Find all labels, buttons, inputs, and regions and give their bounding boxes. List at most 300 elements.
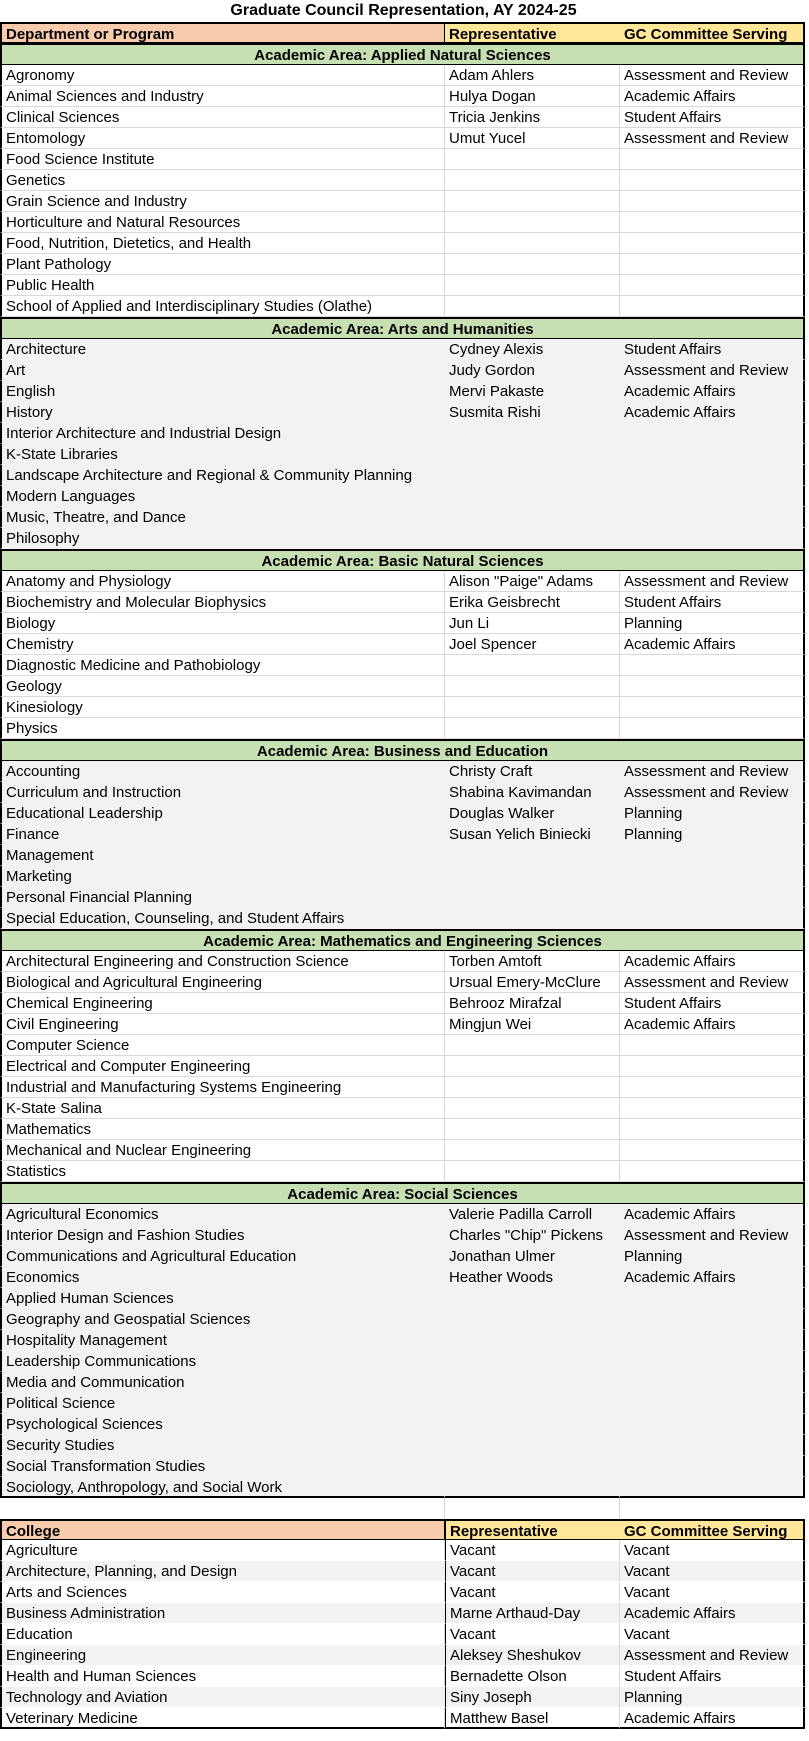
header-college-committee[interactable]: GC Committee Serving (620, 1519, 805, 1540)
representative-cell[interactable] (445, 1119, 620, 1140)
department-cell[interactable]: Horticulture and Natural Resources (0, 212, 445, 233)
committee-cell[interactable]: Assessment and Review (620, 972, 805, 993)
representative-cell[interactable] (445, 1372, 620, 1393)
committee-cell[interactable] (620, 1456, 805, 1477)
table-row (0, 1014, 807, 1035)
representative-cell[interactable] (445, 655, 620, 676)
representative-cell[interactable]: Adam Ahlers (445, 65, 620, 86)
representative-cell[interactable] (445, 908, 620, 929)
header-college-representative[interactable]: Representative (445, 1519, 620, 1540)
committee-cell[interactable] (620, 1372, 805, 1393)
department-cell[interactable]: Statistics (0, 1161, 445, 1182)
representative-cell[interactable]: Tricia Jenkins (445, 107, 620, 128)
representative-cell[interactable] (445, 887, 620, 908)
college-row (0, 1561, 807, 1582)
department-cell[interactable]: Leadership Communications (0, 1351, 445, 1372)
table-row (0, 149, 807, 170)
committee-cell[interactable]: Academic Affairs (620, 402, 805, 423)
committee-cell[interactable] (620, 170, 805, 191)
committee-cell[interactable] (620, 697, 805, 718)
department-cell[interactable]: Food, Nutrition, Dietetics, and Health (0, 233, 445, 254)
department-cell[interactable]: Hospitality Management (0, 1330, 445, 1351)
department-cell[interactable]: Plant Pathology (0, 254, 445, 275)
header-college[interactable]: College (0, 1519, 445, 1540)
committee-cell[interactable] (620, 1140, 805, 1161)
table-row (0, 951, 807, 972)
committee-cell[interactable]: Academic Affairs (620, 1014, 805, 1035)
table-row (0, 1098, 807, 1119)
department-cell[interactable]: History (0, 402, 445, 423)
area-header-row (0, 317, 807, 339)
representative-cell[interactable]: Mingjun Wei (445, 1014, 620, 1035)
representative-cell[interactable] (445, 1309, 620, 1330)
table-row (0, 782, 807, 803)
department-cell[interactable]: Diagnostic Medicine and Pathobiology (0, 655, 445, 676)
table-row (0, 676, 807, 697)
representative-cell[interactable] (445, 296, 620, 317)
college-committee-cell[interactable]: Vacant (620, 1540, 805, 1561)
department-cell[interactable]: Modern Languages (0, 486, 445, 507)
representative-cell[interactable] (445, 1161, 620, 1182)
table-row (0, 1435, 807, 1456)
representative-cell[interactable] (445, 1056, 620, 1077)
representative-cell[interactable]: Christy Craft (445, 761, 620, 782)
college-row (0, 1666, 807, 1687)
table-row (0, 360, 807, 381)
committee-cell[interactable]: Assessment and Review (620, 761, 805, 782)
table-row (0, 824, 807, 845)
representative-cell[interactable] (445, 254, 620, 275)
table-row (0, 170, 807, 191)
department-cell[interactable]: Applied Human Sciences (0, 1288, 445, 1309)
representative-cell[interactable] (445, 1414, 620, 1435)
area-header-row (0, 43, 807, 65)
representative-cell[interactable]: Susan Yelich Biniecki (445, 824, 620, 845)
department-cell[interactable]: Economics (0, 1267, 445, 1288)
department-cell[interactable]: Political Science (0, 1393, 445, 1414)
committee-cell[interactable] (620, 423, 805, 444)
college-committee-cell[interactable]: Academic Affairs (620, 1603, 805, 1624)
representative-cell[interactable]: Cydney Alexis (445, 339, 620, 360)
representative-cell[interactable]: Joel Spencer (445, 634, 620, 655)
representative-cell[interactable]: Alison "Paige" Adams (445, 571, 620, 592)
committee-cell[interactable] (620, 866, 805, 887)
area-header[interactable]: Academic Area: Business and Education (0, 739, 805, 761)
representative-cell[interactable] (445, 528, 620, 549)
representative-cell[interactable]: Valerie Padilla Carroll (445, 1204, 620, 1225)
department-cell[interactable]: Special Education, Counseling, and Student Affairs (0, 908, 445, 929)
table-row (0, 592, 807, 613)
department-cell[interactable]: Clinical Sciences (0, 107, 445, 128)
college-cell[interactable]: Agriculture (0, 1540, 445, 1561)
college-committee-cell[interactable]: Assessment and Review (620, 1645, 805, 1666)
table-row (0, 845, 807, 866)
representative-cell[interactable]: Jun Li (445, 613, 620, 634)
college-cell[interactable]: Engineering (0, 1645, 445, 1666)
representative-cell[interactable] (445, 1330, 620, 1351)
college-representative-cell[interactable]: Marne Arthaud-Day (445, 1603, 620, 1624)
table-row (0, 1119, 807, 1140)
department-cell[interactable]: Philosophy (0, 528, 445, 549)
header-department[interactable]: Department or Program (0, 22, 445, 43)
committee-cell[interactable] (620, 908, 805, 929)
table-row (0, 444, 807, 465)
table-row (0, 254, 807, 275)
department-cell[interactable]: Art (0, 360, 445, 381)
table-row (0, 887, 807, 908)
department-cell[interactable]: Agricultural Economics (0, 1204, 445, 1225)
college-cell[interactable]: Business Administration (0, 1603, 445, 1624)
representative-cell[interactable]: Behrooz Mirafzal (445, 993, 620, 1014)
committee-cell[interactable] (620, 486, 805, 507)
department-cell[interactable]: Accounting (0, 761, 445, 782)
committee-cell[interactable] (620, 1098, 805, 1119)
department-cell[interactable]: K-State Salina (0, 1098, 445, 1119)
department-cell[interactable]: Management (0, 845, 445, 866)
committee-cell[interactable]: Student Affairs (620, 339, 805, 360)
committee-cell[interactable] (620, 1351, 805, 1372)
representative-cell[interactable]: Umut Yucel (445, 128, 620, 149)
department-cell[interactable]: Civil Engineering (0, 1014, 445, 1035)
table-row (0, 866, 807, 887)
department-cell[interactable]: Genetics (0, 170, 445, 191)
department-cell[interactable]: Geography and Geospatial Sciences (0, 1309, 445, 1330)
table-row (0, 1035, 807, 1056)
representative-cell[interactable]: Susmita Rishi (445, 402, 620, 423)
college-cell[interactable]: Technology and Aviation (0, 1687, 445, 1708)
committee-cell[interactable]: Student Affairs (620, 592, 805, 613)
committee-cell[interactable] (620, 887, 805, 908)
committee-cell[interactable] (620, 254, 805, 275)
area-header[interactable]: Academic Area: Basic Natural Sciences (0, 549, 805, 571)
committee-cell[interactable]: Academic Affairs (620, 86, 805, 107)
committee-cell[interactable] (620, 296, 805, 317)
table-row (0, 402, 807, 423)
committee-cell[interactable] (620, 1309, 805, 1330)
representative-cell[interactable]: Erika Geisbrecht (445, 592, 620, 613)
department-cell[interactable]: Animal Sciences and Industry (0, 86, 445, 107)
area-header-row (0, 1182, 807, 1204)
college-representative-cell[interactable]: Vacant (445, 1540, 620, 1561)
department-cell[interactable]: Personal Financial Planning (0, 887, 445, 908)
committee-cell[interactable] (620, 1477, 805, 1498)
department-cell[interactable]: Biology (0, 613, 445, 634)
department-cell[interactable]: Marketing (0, 866, 445, 887)
committee-cell[interactable]: Student Affairs (620, 107, 805, 128)
college-cell[interactable]: Architecture, Planning, and Design (0, 1561, 445, 1582)
table-row (0, 486, 807, 507)
committee-cell[interactable] (620, 1035, 805, 1056)
committee-cell[interactable]: Academic Affairs (620, 1267, 805, 1288)
representative-cell[interactable] (445, 1077, 620, 1098)
department-cell[interactable]: Public Health (0, 275, 445, 296)
committee-cell[interactable]: Assessment and Review (620, 360, 805, 381)
department-cell[interactable]: Entomology (0, 128, 445, 149)
spacer-cell[interactable] (620, 1498, 805, 1520)
college-cell[interactable]: Veterinary Medicine (0, 1708, 445, 1729)
department-cell[interactable]: Mathematics (0, 1119, 445, 1140)
college-committee-cell[interactable]: Vacant (620, 1561, 805, 1582)
colleges-table (0, 1540, 807, 1729)
college-committee-cell[interactable]: Vacant (620, 1624, 805, 1645)
committee-cell[interactable]: Assessment and Review (620, 782, 805, 803)
committee-cell[interactable] (620, 149, 805, 170)
department-cell[interactable]: Physics (0, 718, 445, 739)
department-cell[interactable]: Kinesiology (0, 697, 445, 718)
table-row (0, 1204, 807, 1225)
area-header[interactable]: Academic Area: Applied Natural Sciences (0, 43, 805, 65)
department-cell[interactable]: Social Transformation Studies (0, 1456, 445, 1477)
representative-cell[interactable]: Ursual Emery-McClure (445, 972, 620, 993)
committee-cell[interactable]: Academic Affairs (620, 381, 805, 402)
table-row (0, 655, 807, 676)
committee-cell[interactable]: Academic Affairs (620, 1204, 805, 1225)
college-committee-cell[interactable]: Academic Affairs (620, 1708, 805, 1729)
table-row (0, 613, 807, 634)
committee-cell[interactable] (620, 1077, 805, 1098)
table-row (0, 718, 807, 739)
table-row (0, 1330, 807, 1351)
representative-cell[interactable] (445, 170, 620, 191)
committee-cell[interactable] (620, 507, 805, 528)
committee-cell[interactable] (620, 1330, 805, 1351)
representative-cell[interactable] (445, 1456, 620, 1477)
committee-cell[interactable] (620, 233, 805, 254)
department-cell[interactable]: Biological and Agricultural Engineering (0, 972, 445, 993)
representative-cell[interactable] (445, 275, 620, 296)
department-cell[interactable]: English (0, 381, 445, 402)
department-cell[interactable]: Industrial and Manufacturing Systems Engineering (0, 1077, 445, 1098)
department-cell[interactable]: Biochemistry and Molecular Biophysics (0, 592, 445, 613)
committee-cell[interactable] (620, 1435, 805, 1456)
table-row (0, 1288, 807, 1309)
department-cell[interactable]: Psychological Sciences (0, 1414, 445, 1435)
table-row (0, 803, 807, 824)
representative-cell[interactable]: Charles "Chip" Pickens (445, 1225, 620, 1246)
committee-cell[interactable] (620, 655, 805, 676)
representative-cell[interactable] (445, 866, 620, 887)
committee-cell[interactable]: Academic Affairs (620, 634, 805, 655)
spacer-cell[interactable] (0, 1498, 445, 1520)
department-cell[interactable]: Curriculum and Instruction (0, 782, 445, 803)
representative-cell[interactable] (445, 149, 620, 170)
committee-cell[interactable] (620, 212, 805, 233)
committee-cell[interactable] (620, 845, 805, 866)
college-representative-cell[interactable]: Vacant (445, 1561, 620, 1582)
table-row (0, 507, 807, 528)
department-cell[interactable]: Anatomy and Physiology (0, 571, 445, 592)
representative-cell[interactable] (445, 507, 620, 528)
table-row (0, 65, 807, 86)
representative-cell[interactable] (445, 1035, 620, 1056)
academic-areas (0, 43, 807, 1498)
college-cell[interactable]: Education (0, 1624, 445, 1645)
table-row (0, 634, 807, 655)
table-row (0, 993, 807, 1014)
college-committee-cell[interactable]: Vacant (620, 1582, 805, 1603)
committee-cell[interactable]: Assessment and Review (620, 1225, 805, 1246)
representative-cell[interactable] (445, 212, 620, 233)
table-row (0, 1140, 807, 1161)
table-row (0, 296, 807, 317)
table-row (0, 1351, 807, 1372)
representative-cell[interactable] (445, 486, 620, 507)
area-header[interactable]: Academic Area: Mathematics and Engineering Sciences (0, 929, 805, 951)
department-cell[interactable]: Architecture (0, 339, 445, 360)
committee-cell[interactable] (620, 528, 805, 549)
table-row (0, 191, 807, 212)
college-cell[interactable]: Arts and Sciences (0, 1582, 445, 1603)
representative-cell[interactable]: Douglas Walker (445, 803, 620, 824)
college-row (0, 1645, 807, 1666)
table-row (0, 465, 807, 486)
sheet-title: Graduate Council Representation, AY 2024-25 (230, 2, 577, 19)
department-cell[interactable]: Chemistry (0, 634, 445, 655)
department-cell[interactable]: Chemical Engineering (0, 993, 445, 1014)
department-cell[interactable]: School of Applied and Interdisciplinary Studies (Olathe) (0, 296, 445, 317)
department-cell[interactable]: Landscape Architecture and Regional & Community Planning (0, 465, 445, 486)
table-row (0, 1056, 807, 1077)
committee-cell[interactable]: Assessment and Review (620, 128, 805, 149)
department-cell[interactable]: Music, Theatre, and Dance (0, 507, 445, 528)
department-cell[interactable]: Grain Science and Industry (0, 191, 445, 212)
committee-cell[interactable]: Planning (620, 803, 805, 824)
area-header[interactable]: Academic Area: Arts and Humanities (0, 317, 805, 339)
committee-cell[interactable]: Planning (620, 613, 805, 634)
department-cell[interactable]: Educational Leadership (0, 803, 445, 824)
college-row (0, 1603, 807, 1624)
college-representative-cell[interactable]: Vacant (445, 1624, 620, 1645)
department-cell[interactable]: Security Studies (0, 1435, 445, 1456)
representative-cell[interactable]: Mervi Pakaste (445, 381, 620, 402)
table-row (0, 1477, 807, 1498)
table-row (0, 761, 807, 782)
department-cell[interactable]: Mechanical and Nuclear Engineering (0, 1140, 445, 1161)
representative-cell[interactable]: Judy Gordon (445, 360, 620, 381)
college-representative-cell[interactable]: Aleksey Sheshukov (445, 1645, 620, 1666)
college-cell[interactable]: Health and Human Sciences (0, 1666, 445, 1687)
committee-cell[interactable]: Assessment and Review (620, 571, 805, 592)
department-cell[interactable]: Communications and Agricultural Education (0, 1246, 445, 1267)
committee-cell[interactable]: Academic Affairs (620, 951, 805, 972)
committee-cell[interactable] (620, 1393, 805, 1414)
college-representative-cell[interactable]: Bernadette Olson (445, 1666, 620, 1687)
header-row (0, 22, 807, 43)
representative-cell[interactable] (445, 697, 620, 718)
department-cell[interactable]: Media and Communication (0, 1372, 445, 1393)
table-row (0, 212, 807, 233)
representative-cell[interactable] (445, 676, 620, 697)
representative-cell[interactable] (445, 718, 620, 739)
representative-cell[interactable] (445, 1098, 620, 1119)
department-cell[interactable]: Geology (0, 676, 445, 697)
committee-cell[interactable] (620, 1161, 805, 1182)
college-representative-cell[interactable]: Matthew Basel (445, 1708, 620, 1729)
representative-cell[interactable] (445, 1288, 620, 1309)
committee-cell[interactable]: Planning (620, 1246, 805, 1267)
table-row (0, 571, 807, 592)
department-cell[interactable]: Food Science Institute (0, 149, 445, 170)
committee-cell[interactable] (620, 1119, 805, 1140)
header-committee[interactable]: GC Committee Serving (620, 22, 805, 43)
representative-cell[interactable] (445, 845, 620, 866)
committee-cell[interactable] (620, 275, 805, 296)
area-header-row (0, 929, 807, 951)
college-committee-cell[interactable]: Planning (620, 1687, 805, 1708)
college-row (0, 1687, 807, 1708)
table-row (0, 1456, 807, 1477)
representative-cell[interactable]: Shabina Kavimandan (445, 782, 620, 803)
committee-cell[interactable] (620, 718, 805, 739)
table-row (0, 1393, 807, 1414)
table-row (0, 1077, 807, 1098)
department-cell[interactable]: Interior Design and Fashion Studies (0, 1225, 445, 1246)
representative-cell[interactable] (445, 1435, 620, 1456)
committee-cell[interactable] (620, 676, 805, 697)
college-row (0, 1540, 807, 1561)
representative-cell[interactable] (445, 1477, 620, 1498)
college-committee-cell[interactable]: Student Affairs (620, 1666, 805, 1687)
table-row (0, 972, 807, 993)
department-cell[interactable]: Agronomy (0, 65, 445, 86)
committee-cell[interactable] (620, 191, 805, 212)
college-representative-cell[interactable]: Siny Joseph (445, 1687, 620, 1708)
representative-cell[interactable]: Heather Woods (445, 1267, 620, 1288)
committee-cell[interactable]: Student Affairs (620, 993, 805, 1014)
committee-cell[interactable] (620, 1288, 805, 1309)
table-row (0, 1414, 807, 1435)
department-cell[interactable]: Computer Science (0, 1035, 445, 1056)
representative-cell[interactable] (445, 465, 620, 486)
table-row (0, 1267, 807, 1288)
table-row (0, 1225, 807, 1246)
area-header-row (0, 549, 807, 571)
representative-cell[interactable] (445, 423, 620, 444)
representative-cell[interactable] (445, 1351, 620, 1372)
department-cell[interactable]: Architectural Engineering and Construction Science (0, 951, 445, 972)
committee-cell[interactable] (620, 1414, 805, 1435)
committee-cell[interactable] (620, 465, 805, 486)
header-representative[interactable]: Representative (445, 22, 620, 43)
department-cell[interactable]: Electrical and Computer Engineering (0, 1056, 445, 1077)
area-header[interactable]: Academic Area: Social Sciences (0, 1182, 805, 1204)
representative-cell[interactable]: Hulya Dogan (445, 86, 620, 107)
representative-cell[interactable] (445, 1393, 620, 1414)
committee-cell[interactable] (620, 444, 805, 465)
representative-cell[interactable] (445, 233, 620, 254)
spacer-row (0, 1498, 807, 1519)
representative-cell[interactable]: Jonathan Ulmer (445, 1246, 620, 1267)
committee-cell[interactable] (620, 1056, 805, 1077)
college-header-row (0, 1519, 807, 1540)
department-cell[interactable]: Interior Architecture and Industrial Design (0, 423, 445, 444)
table-row (0, 697, 807, 718)
representative-cell[interactable]: Torben Amtoft (445, 951, 620, 972)
representative-cell[interactable] (445, 444, 620, 465)
department-cell[interactable]: Sociology, Anthropology, and Social Work (0, 1477, 445, 1498)
committee-cell[interactable]: Planning (620, 824, 805, 845)
table-row (0, 86, 807, 107)
table-row (0, 1309, 807, 1330)
representative-cell[interactable] (445, 1140, 620, 1161)
representative-cell[interactable] (445, 191, 620, 212)
department-cell[interactable]: K-State Libraries (0, 444, 445, 465)
department-cell[interactable]: Finance (0, 824, 445, 845)
committee-cell[interactable]: Assessment and Review (620, 65, 805, 86)
spacer-cell[interactable] (445, 1498, 620, 1520)
table-row (0, 1372, 807, 1393)
college-representative-cell[interactable]: Vacant (445, 1582, 620, 1603)
